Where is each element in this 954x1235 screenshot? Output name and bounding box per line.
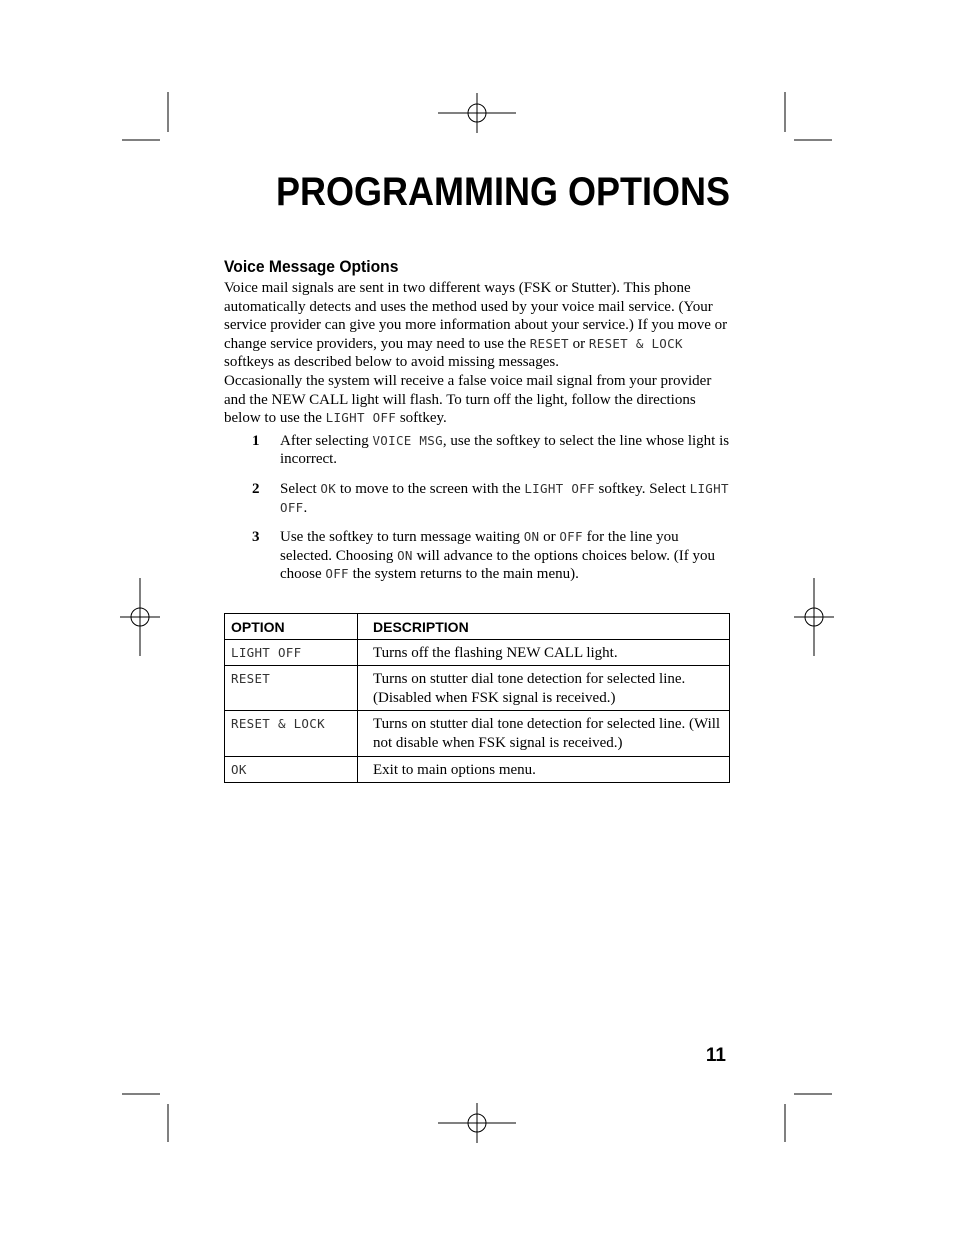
text-run: will advance to the options choices below. (If you choose — [280, 547, 716, 583]
step-number: 1 — [252, 432, 260, 449]
softkey-label: ON — [397, 547, 413, 563]
column-header-option: OPTION — [225, 614, 358, 640]
text-run: or — [539, 529, 560, 546]
text-run: . — [303, 499, 308, 516]
softkey-label: OK — [320, 480, 337, 496]
crop-mark-top-left — [120, 92, 170, 144]
option-cell: OK — [225, 756, 358, 783]
text-run: or — [568, 335, 589, 352]
softkey-label: RESET — [529, 335, 569, 351]
option-cell: RESET & LOCK — [225, 711, 358, 756]
text-run: Select — [280, 480, 321, 497]
softkey-label: RESET & LOCK — [588, 335, 683, 351]
registration-mark-left — [120, 578, 160, 656]
crop-mark-bottom-left — [120, 1092, 170, 1144]
text-run: softkeys as described below to avoid missing messages. — [224, 354, 559, 371]
crop-mark-top-right — [784, 92, 834, 144]
registration-mark-right — [794, 578, 834, 656]
table-row — [225, 639, 730, 666]
page-title: PROGRAMMING OPTIONS — [275, 170, 730, 214]
text-run: , use the softkey to select the line whose light is incorrect. — [280, 432, 730, 468]
text-run: Occasionally the system will receive a false voice mail signal from your provider and the NEW CALL light will flash. To turn off the light, follow the directions below to use the — [224, 372, 712, 427]
crop-mark-bottom-right — [784, 1092, 834, 1144]
text-run: Use the softkey to turn message waiting — [280, 529, 524, 546]
registration-mark-bottom — [438, 1103, 516, 1143]
text-run: the system returns to the main menu). — [348, 566, 579, 583]
step-number: 3 — [252, 529, 260, 546]
softkey-label: OFF — [325, 566, 349, 582]
softkey-label: OFF — [559, 529, 583, 545]
table-row — [225, 711, 730, 756]
softkey-label: LIGHT OFF — [524, 480, 595, 496]
page-number: 11 — [705, 1045, 726, 1066]
softkey-label: LIGHT OFF — [325, 410, 397, 426]
table-row — [225, 666, 730, 711]
text-run: After selecting — [280, 432, 373, 449]
softkey-label: LIGHT OFF — [280, 480, 729, 515]
text-run: for the line you selected. Choosing — [280, 529, 679, 564]
description-cell: Turns on stutter dial tone detection for selected line. (Will not disable when FSK signal is received.) — [358, 711, 730, 756]
step-item — [224, 528, 730, 584]
section-body — [224, 279, 730, 595]
step-number: 2 — [252, 480, 260, 497]
softkey-label: VOICE MSG — [372, 432, 443, 448]
paragraph-false-signal — [224, 372, 730, 428]
text-run: softkey. — [396, 410, 447, 427]
paragraph-intro — [224, 279, 730, 372]
text-run: Voice mail signals are sent in two different ways (FSK or Stutter). This phone automatically detects and uses the method used by your voice mail service. (Your service provider can give you more information about your service.) If you move or change service providers, you may need to use the — [224, 280, 728, 352]
steps-list — [224, 432, 730, 584]
step-item — [224, 432, 730, 469]
table-header-row — [225, 614, 730, 640]
text-run: to move to the screen with the — [336, 480, 525, 497]
description-cell: Exit to main options menu. — [358, 756, 730, 783]
text-run: softkey. Select — [594, 480, 690, 497]
step-item — [224, 480, 730, 517]
table-row — [225, 756, 730, 783]
option-cell: RESET — [225, 666, 358, 711]
column-header-description: DESCRIPTION — [358, 614, 730, 640]
section-heading: Voice Message Options — [224, 257, 399, 276]
registration-mark-top — [438, 93, 516, 133]
options-table — [224, 613, 730, 783]
description-cell: Turns on stutter dial tone detection for selected line. (Disabled when FSK signal is received.) — [358, 666, 730, 711]
description-cell: Turns off the flashing NEW CALL light. — [358, 639, 730, 666]
option-cell: LIGHT OFF — [225, 639, 358, 666]
softkey-label: ON — [523, 529, 540, 545]
